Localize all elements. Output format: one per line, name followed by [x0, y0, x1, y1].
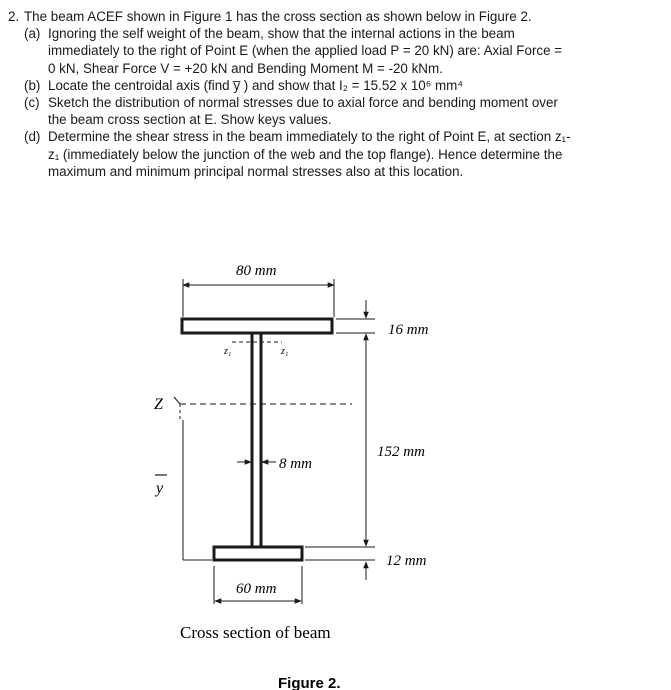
section-label-right: z₁: [281, 346, 289, 357]
dim-web-height-label: 152 mm: [377, 444, 425, 460]
part-line: Ignoring the self weight of the beam, show that the internal actions in the beam: [48, 26, 515, 42]
part-line: maximum and minimum principal normal stresses also at this location.: [48, 163, 464, 179]
section-label-left: z₁: [224, 346, 232, 357]
dim-top-width-label: 80 mm: [236, 263, 277, 279]
neutral-axis-tick: [174, 397, 180, 404]
part-line: z₁ (immediately below the junction of the web and the top flange). Hence determine the: [48, 146, 563, 162]
figure-label: Figure 2.: [278, 675, 341, 690]
part-line: Locate the centroidal axis (find y̅ ) and show that I₂ = 15.52 x 10⁶ mm⁴: [48, 77, 464, 93]
top-flange: [182, 319, 332, 333]
question-number: 2.: [8, 9, 20, 24]
figure-caption: Cross section of beam: [180, 623, 331, 642]
dim-bottom-width-label: 60 mm: [236, 581, 277, 597]
part-label: (d): [24, 129, 41, 145]
part-label: (b): [24, 77, 41, 93]
part-label: (a): [24, 26, 41, 42]
part-line: the beam cross section at E. Show keys values.: [48, 112, 332, 128]
part-line: immediately to the right of Point E (when the applied load P = 20 kN) are: Axial Force =: [48, 43, 563, 59]
part-line: 0 kN, Shear Force V = +20 kN and Bending Moment M = -20 kNm.: [48, 60, 443, 76]
centroid-label: y: [156, 480, 164, 497]
web: [252, 333, 261, 547]
dim-top-flange-label: 16 mm: [388, 322, 429, 338]
axis-label-z: Z: [154, 396, 163, 413]
dim-web-thickness-label: 8 mm: [279, 456, 312, 472]
bottom-flange: [214, 547, 302, 560]
part-line: Determine the shear stress in the beam immediately to the right of Point E, at section z₁-: [48, 129, 571, 145]
dim-bottom-flange-label: 12 mm: [386, 553, 427, 569]
question-intro-text: The beam ACEF shown in Figure 1 has the cross section as shown below in Figure 2.: [24, 9, 532, 24]
part-label: (c): [24, 95, 40, 111]
part-line: Sketch the distribution of normal stresses due to axial force and bending moment over: [48, 95, 558, 111]
